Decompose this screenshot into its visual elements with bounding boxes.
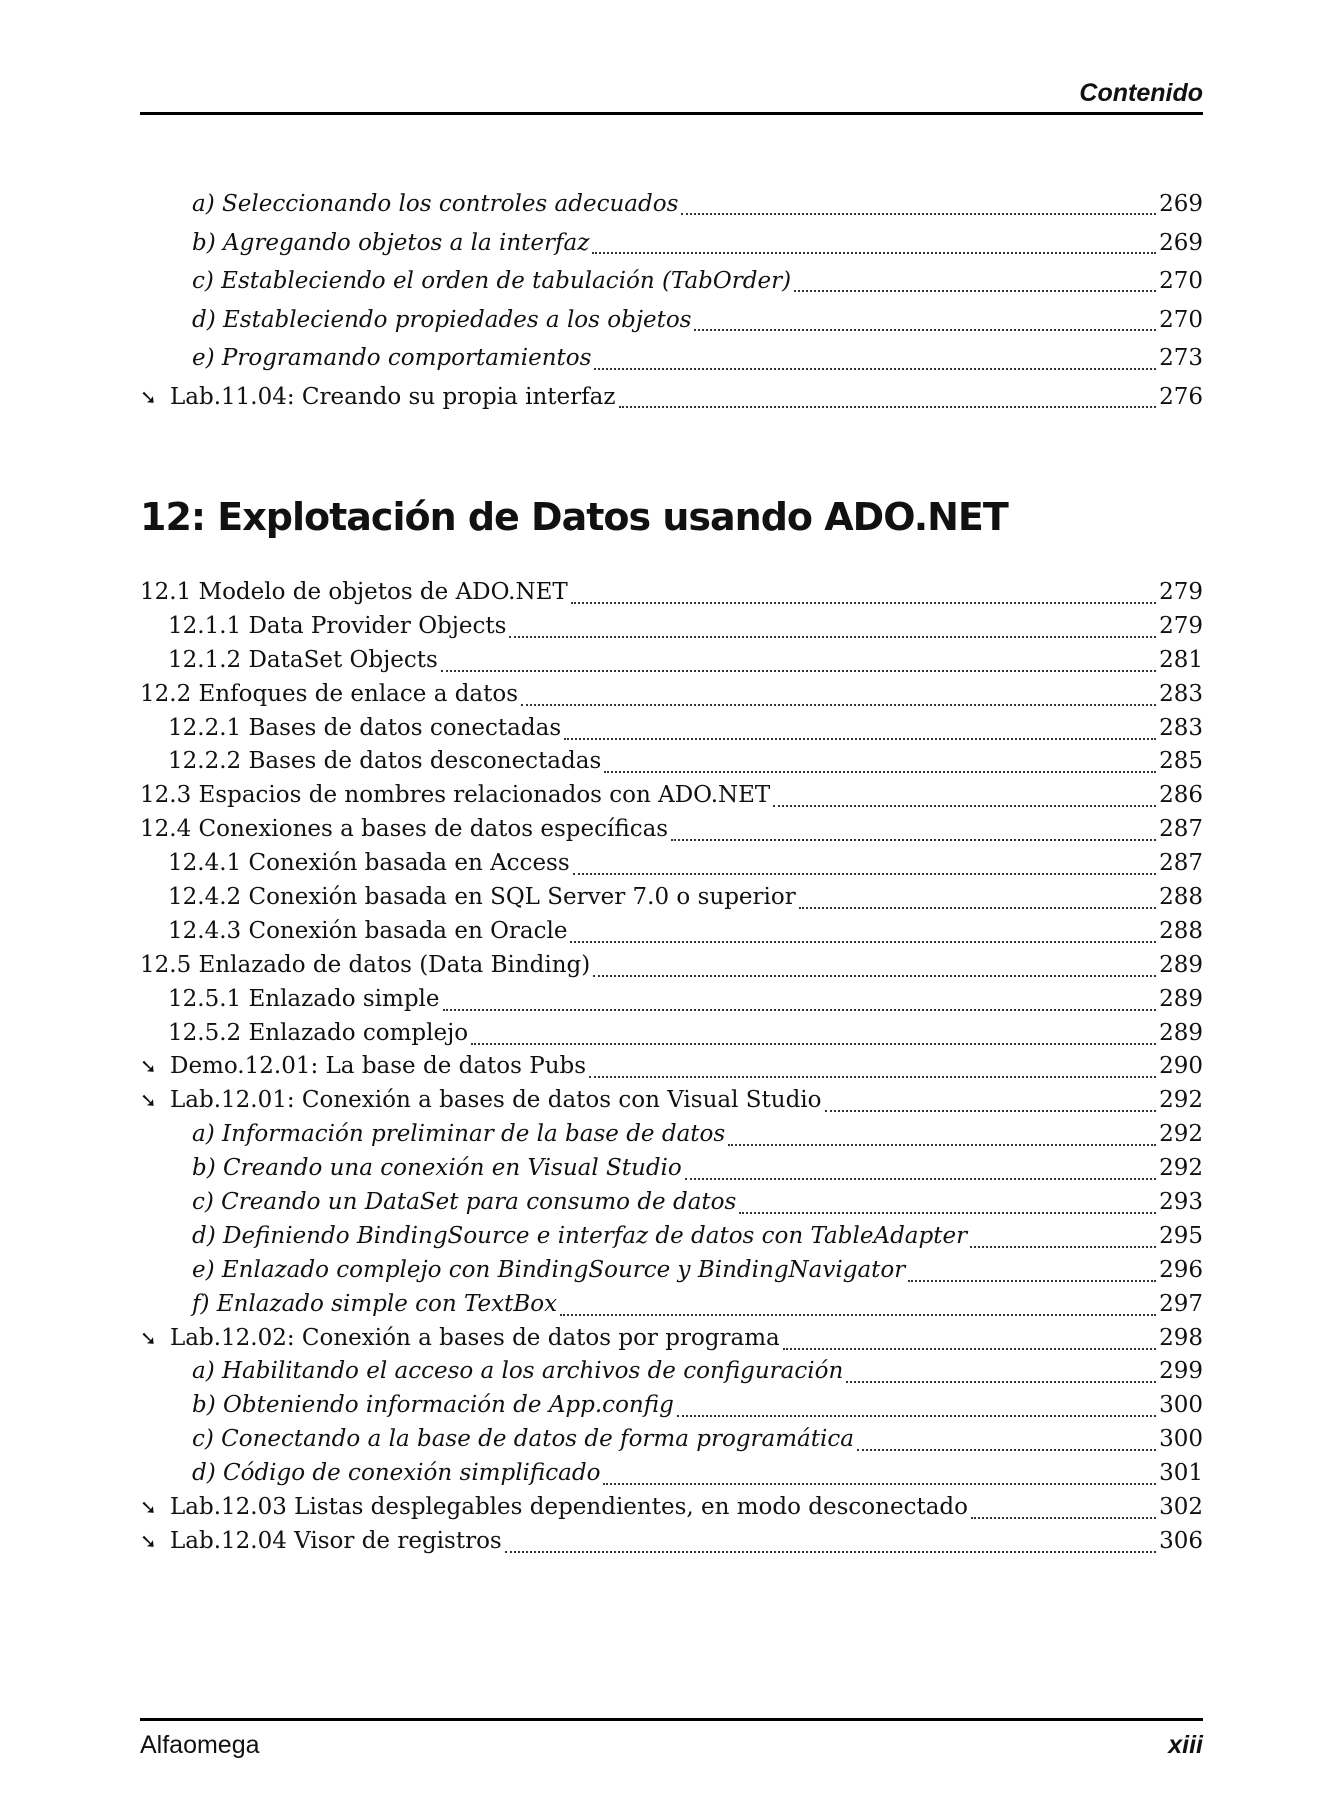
toc-entry-title: 12.3 Espacios de nombres relacionados con ADO.NET [140,782,771,809]
dot-leader [908,1278,1156,1282]
toc-entry-page: 290 [1159,1053,1203,1080]
dot-leader [799,905,1156,909]
toc-entry-title: a) Habilitando el acceso a los archivos de configuración [192,1358,844,1385]
arrow-down-right-icon: ➘ [140,1528,157,1553]
toc-entry-title: d) Código de conexión simplificado [192,1460,601,1487]
toc-entry-title: b) Creando una conexión en Visual Studio [192,1155,682,1182]
dot-leader [443,1007,1157,1011]
toc-entry [140,915,1203,949]
arrow-down-right-icon: ➘ [140,1325,157,1350]
toc-entry [140,1389,1203,1423]
toc-entry-page: 279 [1159,579,1203,605]
toc-entry-title: a) Seleccionando los controles adecuados [192,191,679,217]
toc-entry-page: 298 [1159,1324,1203,1351]
dot-leader [685,1176,1156,1180]
toc-entry [140,1220,1203,1254]
toc-entry [140,339,1203,378]
toc-entry [140,1322,1203,1356]
toc-entry-title: Lab.12.04 Visor de registros [170,1527,502,1554]
toc-entry-page: 269 [1159,229,1203,256]
dot-leader [857,1447,1156,1451]
toc-entry-page: 273 [1159,345,1203,372]
toc-entry-title: 12.4.1 Conexión basada en Access [168,850,570,877]
toc-entry-title: d) Estableciendo propiedades a los objetos [192,306,692,333]
toc-continued-list [140,185,1203,417]
toc-entry-title: 12.5.1 Enlazado simple [168,985,440,1012]
toc-entry [140,949,1203,983]
dot-leader [677,1413,1156,1417]
toc-entry-title: a) Información preliminar de la base de datos [192,1121,726,1148]
toc-entry-title: c) Estableciendo el orden de tabulación (TabOrder) [192,268,792,295]
toc-entry [140,301,1203,340]
toc-entry-title: 12.1.2 DataSet Objects [168,646,438,673]
dot-leader [604,769,1156,773]
toc-entry-title: 12.4.3 Conexión basada en Oracle [168,917,568,944]
toc-entry-title: 12.1.1 Data Provider Objects [168,612,507,639]
toc-entry-page: 289 [1159,1019,1203,1046]
toc-entry-page: 300 [1159,1426,1203,1453]
toc-entry-title: f) Enlazado simple con TextBox [192,1290,558,1317]
toc-entry [140,576,1203,610]
toc-entry-title: Lab.12.01: Conexión a bases de datos con Visual Studio [170,1087,822,1114]
toc-entry-page: 279 [1159,612,1203,639]
toc-entry-page: 306 [1159,1527,1203,1554]
toc-entry [140,881,1203,915]
toc-entry [140,712,1203,746]
toc-entry-page: 292 [1159,1121,1203,1148]
toc-entry [140,847,1203,881]
toc-entry-title: 12.4 Conexiones a bases de datos específicas [140,816,669,843]
dot-leader [773,803,1156,807]
toc-entry-page: 269 [1159,191,1203,217]
toc-entry-page: 287 [1159,816,1203,843]
toc-entry-page: 302 [1159,1494,1203,1521]
dot-leader [971,1515,1156,1519]
toc-entry [140,1491,1203,1525]
dot-leader [681,211,1156,215]
dot-leader [560,1312,1156,1316]
dot-leader [794,288,1156,292]
toc-entry [140,1457,1203,1491]
toc-entry [140,813,1203,847]
dot-leader [441,668,1156,672]
toc-entry [140,610,1203,644]
toc-entry-page: 296 [1159,1256,1203,1283]
toc-entry [140,1525,1203,1559]
toc-entry-page: 286 [1159,782,1203,809]
toc-entry-title: 12.4.2 Conexión basada en SQL Server 7.0 o superior [168,884,796,911]
toc-chapter-12-list [140,576,1203,1559]
toc-entry [140,1423,1203,1457]
toc-entry-page: 270 [1159,306,1203,333]
footer-page-number: xiii [1168,1731,1203,1759]
dot-leader [571,600,1156,604]
toc-entry-page: 288 [1159,917,1203,944]
dot-leader [505,1549,1156,1553]
dot-leader [593,973,1156,977]
toc-entry-title: 12.1 Modelo de objetos de ADO.NET [140,579,568,605]
toc-entry-title: e) Enlazado complejo con BindingSource y BindingNavigator [192,1256,906,1283]
toc-entry [140,745,1203,779]
toc-entry-page: 301 [1159,1460,1203,1487]
toc-entry-page: 299 [1159,1358,1203,1385]
header-rule [140,112,1203,115]
toc-entry-page: 281 [1159,646,1203,673]
toc-entry [140,1355,1203,1389]
dot-leader [592,250,1156,254]
toc-entry [140,224,1203,263]
dot-leader [471,1041,1156,1045]
toc-entry-title: 12.5.2 Enlazado complejo [168,1019,469,1046]
arrow-down-right-icon: ➘ [140,384,157,409]
toc-entry-title: Demo.12.01: La base de datos Pubs [170,1053,587,1080]
dot-leader [783,1346,1156,1350]
toc-entry-page: 295 [1159,1222,1203,1249]
dot-leader [846,1379,1156,1383]
toc-entry-page: 288 [1159,884,1203,911]
toc-entry [140,1118,1203,1152]
dot-leader [694,327,1156,331]
toc-entry [140,983,1203,1017]
toc-entry [140,1254,1203,1288]
running-header: Contenido [1079,79,1203,107]
chapter-heading: 12: Explotación de Datos usando ADO.NET [140,495,1008,539]
toc-entry [140,1186,1203,1220]
toc-entry-title: c) Conectando a la base de datos de forma programática [192,1426,854,1453]
toc-entry [140,262,1203,301]
toc-entry [140,1017,1203,1051]
toc-entry-title: b) Obteniendo información de App.config [192,1392,674,1419]
arrow-down-right-icon: ➘ [140,1054,157,1079]
dot-leader [603,1481,1156,1485]
toc-entry-page: 270 [1159,268,1203,295]
dot-leader [825,1108,1157,1112]
toc-entry-title: 12.5 Enlazado de datos (Data Binding) [140,951,591,978]
toc-entry-page: 276 [1159,383,1203,410]
toc-entry-page: 300 [1159,1392,1203,1419]
arrow-down-right-icon: ➘ [140,1088,157,1113]
toc-entry-title: 12.2 Enfoques de enlace a datos [140,680,519,707]
toc-entry-page: 297 [1159,1290,1203,1317]
toc-entry [140,1152,1203,1186]
dot-leader [970,1244,1156,1248]
toc-entry-page: 287 [1159,850,1203,877]
toc-entry [140,378,1203,417]
toc-entry-title: 12.2.1 Bases de datos conectadas [168,714,562,741]
toc-entry-title: c) Creando un DataSet para consumo de datos [192,1189,737,1216]
toc-entry [140,185,1203,224]
arrow-down-right-icon: ➘ [140,1495,157,1520]
toc-entry-page: 283 [1159,714,1203,741]
toc-entry [140,678,1203,712]
toc-entry [140,779,1203,813]
footer-publisher: Alfaomega [140,1731,260,1759]
toc-entry [140,1288,1203,1322]
toc-entry-title: e) Programando comportamientos [192,345,592,372]
toc-entry-page: 283 [1159,680,1203,707]
dot-leader [589,1074,1156,1078]
dot-leader [570,939,1156,943]
toc-entry-title: Lab.12.02: Conexión a bases de datos por programa [170,1324,780,1351]
dot-leader [509,634,1156,638]
toc-entry-page: 292 [1159,1087,1203,1114]
toc-entry-page: 289 [1159,951,1203,978]
dot-leader [739,1210,1156,1214]
footer-rule [140,1718,1203,1721]
toc-entry-page: 292 [1159,1155,1203,1182]
toc-entry-title: d) Definiendo BindingSource e interfaz de datos con TableAdapter [192,1222,968,1249]
toc-entry-page: 289 [1159,985,1203,1012]
toc-entry-title: Lab.12.03 Listas desplegables dependientes, en modo desconectado [170,1494,968,1521]
dot-leader [573,871,1156,875]
toc-entry-title: 12.2.2 Bases de datos desconectadas [168,748,602,775]
dot-leader [619,404,1157,408]
toc-entry-title: Lab.11.04: Creando su propia interfaz [170,383,616,410]
dot-leader [671,837,1156,841]
dot-leader [564,736,1156,740]
dot-leader [594,366,1156,370]
dot-leader [521,702,1156,706]
toc-entry [140,1050,1203,1084]
dot-leader [728,1142,1156,1146]
toc-entry [140,644,1203,678]
toc-entry-page: 293 [1159,1189,1203,1216]
toc-entry-page: 285 [1159,748,1203,775]
toc-entry-title: b) Agregando objetos a la interfaz [192,229,590,256]
toc-entry [140,1084,1203,1118]
